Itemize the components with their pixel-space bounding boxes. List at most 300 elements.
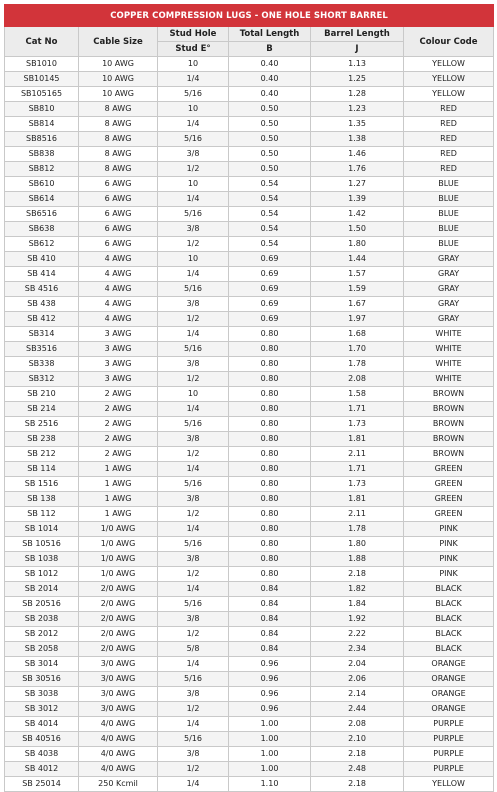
total-length-cell: 0.80 bbox=[229, 402, 311, 417]
cable-size-cell: 3/0 AWG bbox=[79, 702, 158, 717]
cable-size-cell: 3 AWG bbox=[79, 327, 158, 342]
cat-no-cell: SB 4038 bbox=[5, 747, 79, 762]
table-row bbox=[5, 402, 494, 417]
cat-no-cell: SB610 bbox=[5, 177, 79, 192]
total-length-cell: 0.80 bbox=[229, 567, 311, 582]
table-row bbox=[5, 222, 494, 237]
cat-no-cell: SB314 bbox=[5, 327, 79, 342]
cable-size-cell: 4/0 AWG bbox=[79, 717, 158, 732]
total-length-cell: 0.80 bbox=[229, 492, 311, 507]
barrel-length-cell: 1.88 bbox=[311, 552, 404, 567]
total-length-cell: 0.40 bbox=[229, 57, 311, 72]
total-length-cell: 0.80 bbox=[229, 507, 311, 522]
barrel-length-cell: 1.58 bbox=[311, 387, 404, 402]
barrel-length-cell: 1.46 bbox=[311, 147, 404, 162]
cat-no-cell: SB10145 bbox=[5, 72, 79, 87]
table-row bbox=[5, 507, 494, 522]
total-length-cell: 0.69 bbox=[229, 312, 311, 327]
stud-hole-cell: 10 bbox=[158, 387, 229, 402]
cat-no-cell: SB612 bbox=[5, 237, 79, 252]
total-length-cell: 0.40 bbox=[229, 87, 311, 102]
colour-code-cell: BLUE bbox=[404, 207, 494, 222]
colour-code-cell: PURPLE bbox=[404, 762, 494, 777]
total-length-cell: 0.69 bbox=[229, 252, 311, 267]
table-row bbox=[5, 702, 494, 717]
colour-code-cell: RED bbox=[404, 102, 494, 117]
colour-code-cell: PINK bbox=[404, 567, 494, 582]
cat-no-cell: SB 30516 bbox=[5, 672, 79, 687]
total-length-cell: 0.50 bbox=[229, 117, 311, 132]
barrel-length-cell: 1.44 bbox=[311, 252, 404, 267]
stud-hole-cell: 5/16 bbox=[158, 132, 229, 147]
cable-size-cell: 1 AWG bbox=[79, 492, 158, 507]
cable-size-cell: 1 AWG bbox=[79, 507, 158, 522]
table-row bbox=[5, 267, 494, 282]
table-row bbox=[5, 447, 494, 462]
total-length-cell: 0.84 bbox=[229, 642, 311, 657]
stud-hole-cell: 1/2 bbox=[158, 372, 229, 387]
stud-hole-cell: 10 bbox=[158, 252, 229, 267]
cable-size-cell: 6 AWG bbox=[79, 222, 158, 237]
cat-no-cell: SB 412 bbox=[5, 312, 79, 327]
table-row bbox=[5, 207, 494, 222]
cable-size-cell: 6 AWG bbox=[79, 207, 158, 222]
colour-code-cell: PINK bbox=[404, 552, 494, 567]
barrel-length-cell: 1.81 bbox=[311, 492, 404, 507]
colour-code-cell: RED bbox=[404, 132, 494, 147]
stud-hole-cell: 3/8 bbox=[158, 357, 229, 372]
total-length-cell: 0.80 bbox=[229, 522, 311, 537]
barrel-length-cell: 1.81 bbox=[311, 432, 404, 447]
cat-no-cell: SB838 bbox=[5, 147, 79, 162]
barrel-length-cell: 2.08 bbox=[311, 717, 404, 732]
colour-code-cell: GRAY bbox=[404, 312, 494, 327]
stud-hole-cell: 1/4 bbox=[158, 72, 229, 87]
table-row bbox=[5, 192, 494, 207]
stud-hole-cell: 3/8 bbox=[158, 222, 229, 237]
total-length-cell: 0.80 bbox=[229, 552, 311, 567]
table-row bbox=[5, 732, 494, 747]
table-row bbox=[5, 522, 494, 537]
table-row bbox=[5, 657, 494, 672]
cat-no-cell: SB 238 bbox=[5, 432, 79, 447]
stud-hole-cell: 1/4 bbox=[158, 462, 229, 477]
stud-hole-cell: 3/8 bbox=[158, 297, 229, 312]
total-length-cell: 0.80 bbox=[229, 357, 311, 372]
cat-no-cell: SB 2012 bbox=[5, 627, 79, 642]
cable-size-cell: 4 AWG bbox=[79, 252, 158, 267]
table-row bbox=[5, 177, 494, 192]
cable-size-cell: 1 AWG bbox=[79, 462, 158, 477]
colour-code-cell: GRAY bbox=[404, 267, 494, 282]
cat-no-cell: SB 3014 bbox=[5, 657, 79, 672]
barrel-length-cell: 1.38 bbox=[311, 132, 404, 147]
barrel-length-cell: 1.23 bbox=[311, 102, 404, 117]
colour-code-cell: ORANGE bbox=[404, 702, 494, 717]
stud-hole-cell: 10 bbox=[158, 177, 229, 192]
cable-size-cell: 3 AWG bbox=[79, 357, 158, 372]
cat-no-cell: SB 212 bbox=[5, 447, 79, 462]
cat-no-cell: SB 214 bbox=[5, 402, 79, 417]
cat-no-cell: SB 4014 bbox=[5, 717, 79, 732]
stud-hole-cell: 1/2 bbox=[158, 507, 229, 522]
header-barrel-length-sub: J bbox=[311, 42, 404, 57]
header-cable-size: Cable Size bbox=[79, 27, 158, 57]
barrel-length-cell: 1.97 bbox=[311, 312, 404, 327]
colour-code-cell: BLUE bbox=[404, 177, 494, 192]
cable-size-cell: 2 AWG bbox=[79, 432, 158, 447]
table-row bbox=[5, 672, 494, 687]
barrel-length-cell: 1.80 bbox=[311, 537, 404, 552]
total-length-cell: 0.96 bbox=[229, 702, 311, 717]
stud-hole-cell: 5/16 bbox=[158, 597, 229, 612]
cable-size-cell: 8 AWG bbox=[79, 147, 158, 162]
header-total-length: Total Length bbox=[229, 27, 311, 42]
colour-code-cell: GREEN bbox=[404, 462, 494, 477]
cable-size-cell: 2/0 AWG bbox=[79, 582, 158, 597]
table-row bbox=[5, 162, 494, 177]
cable-size-cell: 2 AWG bbox=[79, 447, 158, 462]
table-row bbox=[5, 567, 494, 582]
table-row bbox=[5, 117, 494, 132]
cat-no-cell: SB 114 bbox=[5, 462, 79, 477]
barrel-length-cell: 2.18 bbox=[311, 777, 404, 792]
colour-code-cell: GREEN bbox=[404, 507, 494, 522]
barrel-length-cell: 1.28 bbox=[311, 87, 404, 102]
stud-hole-cell: 1/2 bbox=[158, 702, 229, 717]
cable-size-cell: 3/0 AWG bbox=[79, 657, 158, 672]
cable-size-cell: 4/0 AWG bbox=[79, 747, 158, 762]
table-row bbox=[5, 87, 494, 102]
cable-size-cell: 1/0 AWG bbox=[79, 537, 158, 552]
stud-hole-cell: 5/16 bbox=[158, 207, 229, 222]
total-length-cell: 0.80 bbox=[229, 342, 311, 357]
table-row bbox=[5, 477, 494, 492]
barrel-length-cell: 2.11 bbox=[311, 507, 404, 522]
table-row bbox=[5, 462, 494, 477]
stud-hole-cell: 1/4 bbox=[158, 192, 229, 207]
cat-no-cell: SB810 bbox=[5, 102, 79, 117]
colour-code-cell: PINK bbox=[404, 522, 494, 537]
cable-size-cell: 8 AWG bbox=[79, 162, 158, 177]
total-length-cell: 0.84 bbox=[229, 597, 311, 612]
colour-code-cell: RED bbox=[404, 147, 494, 162]
cable-size-cell: 2/0 AWG bbox=[79, 642, 158, 657]
barrel-length-cell: 2.08 bbox=[311, 372, 404, 387]
colour-code-cell: ORANGE bbox=[404, 687, 494, 702]
table-row bbox=[5, 252, 494, 267]
table-row bbox=[5, 642, 494, 657]
table-row bbox=[5, 282, 494, 297]
barrel-length-cell: 1.59 bbox=[311, 282, 404, 297]
table-row bbox=[5, 417, 494, 432]
barrel-length-cell: 1.76 bbox=[311, 162, 404, 177]
table-row bbox=[5, 687, 494, 702]
colour-code-cell: GREEN bbox=[404, 492, 494, 507]
stud-hole-cell: 5/8 bbox=[158, 642, 229, 657]
cat-no-cell: SB814 bbox=[5, 117, 79, 132]
total-length-cell: 1.00 bbox=[229, 732, 311, 747]
total-length-cell: 0.54 bbox=[229, 177, 311, 192]
table-row bbox=[5, 432, 494, 447]
stud-hole-cell: 5/16 bbox=[158, 282, 229, 297]
total-length-cell: 1.00 bbox=[229, 762, 311, 777]
cable-size-cell: 1/0 AWG bbox=[79, 522, 158, 537]
table-row bbox=[5, 492, 494, 507]
total-length-cell: 0.80 bbox=[229, 387, 311, 402]
stud-hole-cell: 5/16 bbox=[158, 732, 229, 747]
stud-hole-cell: 1/2 bbox=[158, 567, 229, 582]
total-length-cell: 0.80 bbox=[229, 462, 311, 477]
colour-code-cell: BROWN bbox=[404, 447, 494, 462]
cat-no-cell: SB 1516 bbox=[5, 477, 79, 492]
table-row bbox=[5, 57, 494, 72]
stud-hole-cell: 3/8 bbox=[158, 552, 229, 567]
table-container bbox=[4, 4, 493, 792]
table-row bbox=[5, 327, 494, 342]
cable-size-cell: 4 AWG bbox=[79, 282, 158, 297]
table-row bbox=[5, 387, 494, 402]
table-row bbox=[5, 762, 494, 777]
barrel-length-cell: 1.71 bbox=[311, 402, 404, 417]
total-length-cell: 0.40 bbox=[229, 72, 311, 87]
colour-code-cell: PINK bbox=[404, 537, 494, 552]
cat-no-cell: SB 414 bbox=[5, 267, 79, 282]
table-row bbox=[5, 147, 494, 162]
colour-code-cell: RED bbox=[404, 162, 494, 177]
cat-no-cell: SB 210 bbox=[5, 387, 79, 402]
total-length-cell: 0.54 bbox=[229, 222, 311, 237]
table-row bbox=[5, 72, 494, 87]
cat-no-cell: SB 112 bbox=[5, 507, 79, 522]
cat-no-cell: SB 40516 bbox=[5, 732, 79, 747]
cable-size-cell: 6 AWG bbox=[79, 237, 158, 252]
total-length-cell: 1.10 bbox=[229, 777, 311, 792]
total-length-cell: 0.80 bbox=[229, 447, 311, 462]
cat-no-cell: SB 2058 bbox=[5, 642, 79, 657]
total-length-cell: 0.54 bbox=[229, 192, 311, 207]
header-total-length-sub: B bbox=[229, 42, 311, 57]
cat-no-cell: SB1010 bbox=[5, 57, 79, 72]
colour-code-cell: PURPLE bbox=[404, 732, 494, 747]
colour-code-cell: BLACK bbox=[404, 627, 494, 642]
stud-hole-cell: 3/8 bbox=[158, 747, 229, 762]
colour-code-cell: BLUE bbox=[404, 237, 494, 252]
barrel-length-cell: 1.80 bbox=[311, 237, 404, 252]
cat-no-cell: SB 25014 bbox=[5, 777, 79, 792]
barrel-length-cell: 1.39 bbox=[311, 192, 404, 207]
table-row bbox=[5, 297, 494, 312]
stud-hole-cell: 3/8 bbox=[158, 432, 229, 447]
colour-code-cell: ORANGE bbox=[404, 657, 494, 672]
table-row bbox=[5, 132, 494, 147]
stud-hole-cell: 3/8 bbox=[158, 612, 229, 627]
colour-code-cell: PURPLE bbox=[404, 747, 494, 762]
cable-size-cell: 3 AWG bbox=[79, 342, 158, 357]
stud-hole-cell: 1/4 bbox=[158, 327, 229, 342]
cable-size-cell: 3/0 AWG bbox=[79, 687, 158, 702]
barrel-length-cell: 1.25 bbox=[311, 72, 404, 87]
cat-no-cell: SB338 bbox=[5, 357, 79, 372]
stud-hole-cell: 1/2 bbox=[158, 162, 229, 177]
cable-size-cell: 3 AWG bbox=[79, 372, 158, 387]
stud-hole-cell: 1/2 bbox=[158, 627, 229, 642]
stud-hole-cell: 1/2 bbox=[158, 447, 229, 462]
table-row bbox=[5, 597, 494, 612]
barrel-length-cell: 2.14 bbox=[311, 687, 404, 702]
colour-code-cell: BROWN bbox=[404, 402, 494, 417]
cable-size-cell: 10 AWG bbox=[79, 57, 158, 72]
total-length-cell: 0.80 bbox=[229, 417, 311, 432]
colour-code-cell: YELLOW bbox=[404, 87, 494, 102]
stud-hole-cell: 1/4 bbox=[158, 117, 229, 132]
colour-code-cell: GRAY bbox=[404, 282, 494, 297]
total-length-cell: 0.54 bbox=[229, 207, 311, 222]
barrel-length-cell: 1.67 bbox=[311, 297, 404, 312]
header-barrel-length: Barrel Length bbox=[311, 27, 404, 42]
cable-size-cell: 10 AWG bbox=[79, 87, 158, 102]
header-colour-code: Colour Code bbox=[404, 27, 494, 57]
cat-no-cell: SB 3038 bbox=[5, 687, 79, 702]
cable-size-cell: 2/0 AWG bbox=[79, 597, 158, 612]
colour-code-cell: GREEN bbox=[404, 477, 494, 492]
cable-size-cell: 2 AWG bbox=[79, 417, 158, 432]
total-length-cell: 0.69 bbox=[229, 267, 311, 282]
cable-size-cell: 3/0 AWG bbox=[79, 672, 158, 687]
barrel-length-cell: 1.13 bbox=[311, 57, 404, 72]
total-length-cell: 0.96 bbox=[229, 687, 311, 702]
colour-code-cell: BLACK bbox=[404, 642, 494, 657]
cat-no-cell: SB 138 bbox=[5, 492, 79, 507]
colour-code-cell: PURPLE bbox=[404, 717, 494, 732]
total-length-cell: 0.50 bbox=[229, 162, 311, 177]
table-row bbox=[5, 312, 494, 327]
table-row bbox=[5, 237, 494, 252]
table-row bbox=[5, 582, 494, 597]
header-stud-hole: Stud Hole bbox=[158, 27, 229, 42]
stud-hole-cell: 10 bbox=[158, 102, 229, 117]
cable-size-cell: 10 AWG bbox=[79, 72, 158, 87]
colour-code-cell: RED bbox=[404, 117, 494, 132]
cable-size-cell: 1/0 AWG bbox=[79, 567, 158, 582]
stud-hole-cell: 3/8 bbox=[158, 687, 229, 702]
barrel-length-cell: 1.68 bbox=[311, 327, 404, 342]
colour-code-cell: BLACK bbox=[404, 612, 494, 627]
barrel-length-cell: 2.04 bbox=[311, 657, 404, 672]
colour-code-cell: YELLOW bbox=[404, 57, 494, 72]
total-length-cell: 0.80 bbox=[229, 537, 311, 552]
colour-code-cell: YELLOW bbox=[404, 777, 494, 792]
barrel-length-cell: 1.70 bbox=[311, 342, 404, 357]
cat-no-cell: SB105165 bbox=[5, 87, 79, 102]
table-title: COPPER COMPRESSION LUGS - ONE HOLE SHORT BARREL bbox=[5, 5, 494, 27]
cat-no-cell: SB 4012 bbox=[5, 762, 79, 777]
cat-no-cell: SB 1038 bbox=[5, 552, 79, 567]
table-row bbox=[5, 357, 494, 372]
colour-code-cell: GRAY bbox=[404, 252, 494, 267]
cable-size-cell: 250 Kcmil bbox=[79, 777, 158, 792]
cable-size-cell: 4/0 AWG bbox=[79, 762, 158, 777]
total-length-cell: 0.50 bbox=[229, 102, 311, 117]
cable-size-cell: 4 AWG bbox=[79, 267, 158, 282]
cable-size-cell: 4 AWG bbox=[79, 312, 158, 327]
table-row bbox=[5, 627, 494, 642]
barrel-length-cell: 1.78 bbox=[311, 357, 404, 372]
barrel-length-cell: 2.06 bbox=[311, 672, 404, 687]
table-row bbox=[5, 612, 494, 627]
cable-size-cell: 2/0 AWG bbox=[79, 612, 158, 627]
total-length-cell: 0.84 bbox=[229, 582, 311, 597]
table-row bbox=[5, 777, 494, 792]
cat-no-cell: SB312 bbox=[5, 372, 79, 387]
total-length-cell: 0.80 bbox=[229, 372, 311, 387]
cat-no-cell: SB 2516 bbox=[5, 417, 79, 432]
stud-hole-cell: 3/8 bbox=[158, 492, 229, 507]
barrel-length-cell: 2.44 bbox=[311, 702, 404, 717]
table-row bbox=[5, 747, 494, 762]
total-length-cell: 1.00 bbox=[229, 747, 311, 762]
total-length-cell: 0.96 bbox=[229, 657, 311, 672]
header-cat-no: Cat No bbox=[5, 27, 79, 57]
stud-hole-cell: 1/4 bbox=[158, 402, 229, 417]
cat-no-cell: SB 438 bbox=[5, 297, 79, 312]
total-length-cell: 0.54 bbox=[229, 237, 311, 252]
table-row bbox=[5, 717, 494, 732]
total-length-cell: 0.69 bbox=[229, 297, 311, 312]
stud-hole-cell: 1/2 bbox=[158, 762, 229, 777]
table-body bbox=[5, 57, 494, 792]
total-length-cell: 1.00 bbox=[229, 717, 311, 732]
stud-hole-cell: 10 bbox=[158, 57, 229, 72]
barrel-length-cell: 1.27 bbox=[311, 177, 404, 192]
colour-code-cell: BROWN bbox=[404, 432, 494, 447]
cable-size-cell: 2/0 AWG bbox=[79, 627, 158, 642]
cable-size-cell: 4 AWG bbox=[79, 297, 158, 312]
table-row bbox=[5, 552, 494, 567]
stud-hole-cell: 1/2 bbox=[158, 237, 229, 252]
stud-hole-cell: 1/4 bbox=[158, 582, 229, 597]
stud-hole-cell: 1/2 bbox=[158, 312, 229, 327]
stud-hole-cell: 5/16 bbox=[158, 477, 229, 492]
cat-no-cell: SB 20516 bbox=[5, 597, 79, 612]
barrel-length-cell: 2.11 bbox=[311, 447, 404, 462]
total-length-cell: 0.80 bbox=[229, 432, 311, 447]
barrel-length-cell: 1.71 bbox=[311, 462, 404, 477]
stud-hole-cell: 1/4 bbox=[158, 717, 229, 732]
total-length-cell: 0.80 bbox=[229, 327, 311, 342]
table-row bbox=[5, 342, 494, 357]
cable-size-cell: 8 AWG bbox=[79, 117, 158, 132]
stud-hole-cell: 5/16 bbox=[158, 87, 229, 102]
cat-no-cell: SB 10516 bbox=[5, 537, 79, 552]
cat-no-cell: SB 410 bbox=[5, 252, 79, 267]
total-length-cell: 0.84 bbox=[229, 627, 311, 642]
cable-size-cell: 1/0 AWG bbox=[79, 552, 158, 567]
barrel-length-cell: 2.18 bbox=[311, 747, 404, 762]
table-row bbox=[5, 102, 494, 117]
lugs-table bbox=[4, 4, 494, 792]
colour-code-cell: WHITE bbox=[404, 342, 494, 357]
barrel-length-cell: 2.22 bbox=[311, 627, 404, 642]
colour-code-cell: ORANGE bbox=[404, 672, 494, 687]
cable-size-cell: 8 AWG bbox=[79, 132, 158, 147]
barrel-length-cell: 2.18 bbox=[311, 567, 404, 582]
barrel-length-cell: 1.57 bbox=[311, 267, 404, 282]
colour-code-cell: WHITE bbox=[404, 372, 494, 387]
cable-size-cell: 6 AWG bbox=[79, 177, 158, 192]
colour-code-cell: YELLOW bbox=[404, 72, 494, 87]
stud-hole-cell: 5/16 bbox=[158, 672, 229, 687]
